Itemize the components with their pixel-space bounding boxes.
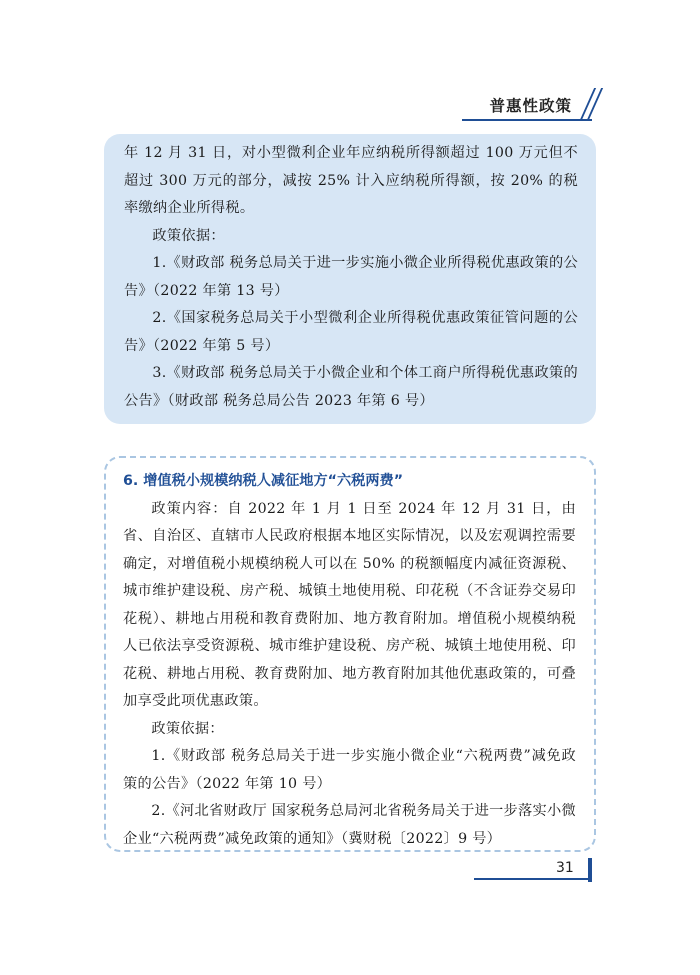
body-paragraph: 政策内容：自 2022 年 1 月 1 日至 2024 年 12 月 31 日，由省、自治区、直辖市人民政府根据本地区实际情况，以及宏观调控需要确定，对增值税小规模纳税人可以在 50% 的税额幅度内减征资源税、城市维护建设税、房产税、城镇土地使用税、印花税（不含证券交易印花税）、耕地占用税和教育费附加、地方教育附加。增值税小规模纳税人已依法享受资源税、城市维护建设税、房产税、城镇土地使用税、印花税、耕地占用税、教育费附加、地方教育附加其他优惠政策的，可叠加享受此项优惠政策。: [123, 500, 576, 709]
policy-box-6: [104, 456, 596, 852]
basis-label: 政策依据：: [151, 720, 224, 737]
policy-box-continued: [104, 134, 596, 424]
footer-rule: [474, 878, 588, 880]
basis-item: 2.《河北省财政厅 国家税务总局河北省税务局关于进一步落实小微企业“六税两费”减免政策的通知》（冀财税〔2022〕9 号）: [123, 803, 576, 847]
policy-heading: 6. 增值税小规模纳税人减征地方“六税两费”: [123, 473, 404, 489]
basis-label: 政策依据：: [152, 227, 225, 244]
basis-item: 3.《财政部 税务总局关于小微企业和个体工商户所得税优惠政策的公告》（财政部 税务总局公告 2023 年第 6 号）: [124, 365, 578, 409]
section-title: 普惠性政策: [489, 97, 572, 115]
basis-item: 2.《国家税务总局关于小型微利企业所得税优惠政策征管问题的公告》（2022 年第 5 号）: [124, 310, 578, 354]
basis-item: 1.《财政部 税务总局关于进一步实施小微企业所得税优惠政策的公告》（2022 年第 13 号）: [124, 255, 578, 299]
basis-item: 1.《财政部 税务总局关于进一步实施小微企业“六税两费”减免政策的公告》（2022 年第 10 号）: [123, 748, 576, 792]
body-paragraph: 年 12 月 31 日，对小型微利企业年应纳税所得额超过 100 万元但不超过 300 万元的部分，减按 25% 计入应纳税所得额，按 20% 的税率缴纳企业所得税。: [124, 145, 578, 216]
header-rule: [462, 119, 592, 121]
footer-bar-icon: [588, 858, 592, 882]
page-number: 31: [556, 860, 574, 876]
header-slash-icon: [587, 88, 603, 120]
